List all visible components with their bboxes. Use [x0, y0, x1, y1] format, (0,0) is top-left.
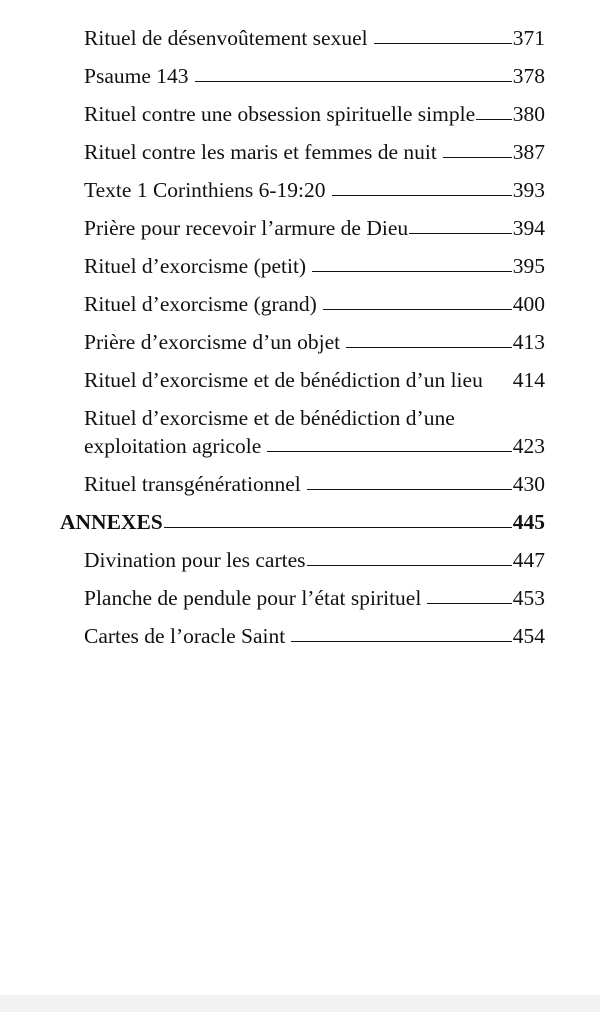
toc-entry-title: Cartes de l’oracle Saint	[84, 624, 286, 648]
toc-leader-line	[164, 527, 512, 528]
toc-leader-line	[267, 451, 511, 452]
toc-page-number: 430	[512, 472, 545, 496]
toc-page-number: 394	[512, 216, 545, 240]
toc-page-number: 423	[512, 434, 545, 458]
toc-page-number: 447	[512, 548, 545, 572]
toc-entry[interactable]	[84, 584, 545, 612]
table-of-contents	[0, 24, 600, 660]
toc-leader-line	[427, 603, 511, 604]
toc-page-number: 395	[512, 254, 545, 278]
toc-page-number: 413	[512, 330, 545, 354]
toc-page-number: 387	[512, 140, 545, 164]
toc-leader-line	[443, 157, 512, 158]
toc-entry[interactable]	[84, 252, 545, 280]
toc-leader-line	[307, 565, 512, 566]
toc-entry[interactable]	[84, 366, 545, 394]
toc-page-number: 454	[512, 624, 545, 648]
toc-entry[interactable]	[84, 328, 545, 356]
toc-leader-line	[307, 489, 512, 490]
toc-entry-title: Rituel de désenvoûtement sexuel	[84, 26, 368, 50]
toc-page-number: 400	[512, 292, 545, 316]
toc-page-number: 393	[512, 178, 545, 202]
toc-leader-line	[291, 641, 512, 642]
toc-page-number: 380	[512, 102, 545, 126]
toc-section-entry[interactable]	[60, 508, 545, 536]
toc-entry-title: Rituel d’exorcisme et de bénédiction d’un lieu	[84, 368, 483, 392]
toc-section-title: ANNEXES	[60, 510, 163, 534]
toc-page-number: 378	[512, 64, 545, 88]
toc-page-number: 445	[512, 510, 545, 534]
toc-page-number: 414	[512, 368, 545, 392]
toc-entry-title: Prière d’exorcisme d’un objet	[84, 330, 341, 354]
toc-entry-title: Rituel d’exorcisme (grand)	[84, 292, 317, 316]
toc-entry[interactable]	[84, 622, 545, 650]
toc-entry[interactable]	[84, 214, 545, 242]
toc-entry[interactable]	[84, 176, 545, 204]
toc-entry[interactable]	[84, 100, 545, 128]
toc-entry-title: Texte 1 Corinthiens 6-19:20	[84, 178, 326, 202]
toc-entry[interactable]	[84, 24, 545, 52]
toc-entry-title: Planche de pendule pour l’état spirituel	[84, 586, 422, 610]
toc-entry[interactable]	[84, 290, 545, 318]
toc-entry-title-line-2: exploitation agricole	[84, 434, 262, 458]
toc-leader-line	[346, 347, 512, 348]
toc-entry-title: Divination pour les cartes	[84, 548, 306, 572]
toc-leader-line	[312, 271, 512, 272]
toc-entry[interactable]	[84, 404, 545, 460]
toc-leader-line	[332, 195, 512, 196]
toc-entry-title: Rituel contre une obsession spirituelle simple	[84, 102, 476, 126]
toc-entry-title: Prière pour recevoir l’armure de Dieu	[84, 216, 409, 240]
toc-entry-title-line-1: Rituel d’exorcisme et de bénédiction d’une	[84, 406, 455, 430]
toc-entry-title: Rituel transgénérationnel	[84, 472, 301, 496]
toc-page-number: 371	[512, 26, 545, 50]
toc-entry-title: Rituel contre les maris et femmes de nuit	[84, 140, 437, 164]
toc-entry[interactable]	[84, 138, 545, 166]
toc-entry-title: Psaume 143	[84, 64, 189, 88]
toc-leader-line	[195, 81, 512, 82]
toc-entry-title: Rituel d’exorcisme (petit)	[84, 254, 307, 278]
page-bottom-edge	[0, 995, 600, 1012]
toc-leader-line	[409, 233, 512, 234]
toc-leader-line	[374, 43, 512, 44]
toc-page-number: 453	[512, 586, 545, 610]
toc-leader-line	[476, 119, 512, 120]
toc-entry[interactable]	[84, 470, 545, 498]
toc-entry[interactable]	[84, 546, 545, 574]
toc-leader-line	[323, 309, 512, 310]
toc-entry[interactable]	[84, 62, 545, 90]
